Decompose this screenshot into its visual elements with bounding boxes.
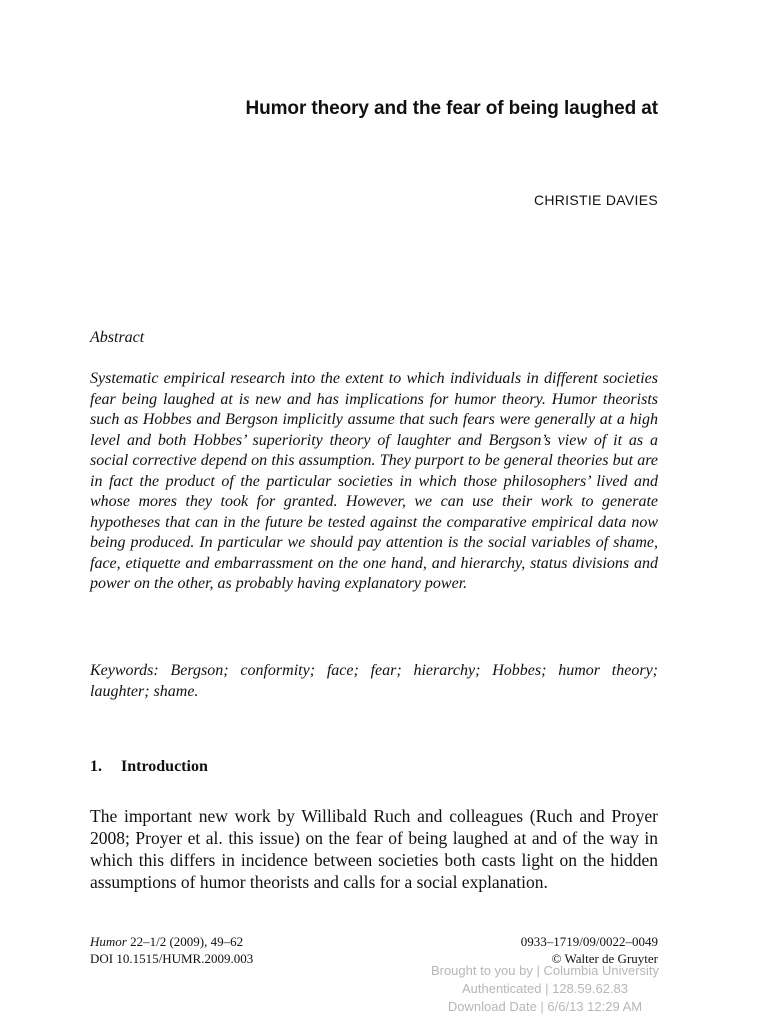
- citation-details: 22–1/2 (2009), 49–62: [126, 934, 244, 949]
- author-name: CHRISTIE DAVIES: [533, 192, 658, 208]
- issn: 0933–1719/09/0022–0049: [520, 934, 658, 949]
- section-heading: [90, 758, 208, 776]
- keywords: Keywords: Bergson; conformity; face; fear; hierarchy; Hobbes; humor theory; laughter; shame.: [90, 662, 658, 700]
- journal-name: Humor: [90, 934, 127, 949]
- watermark-line-1: Brought to you by | Columbia University: [430, 963, 660, 978]
- copyright: © Walter de Gruyter: [551, 951, 658, 966]
- footer-citation: [90, 933, 253, 967]
- paper-title: Humor theory and the fear of being laughed at: [245, 98, 658, 119]
- watermark-line-2: Authenticated | 128.59.62.83: [461, 981, 628, 996]
- abstract-heading: Abstract: [90, 329, 145, 346]
- abstract-body: Systematic empirical research into the extent to which individuals in different societies fear being laughed at is new and has implications for humor theory. Humor theorists such as Hobbes and Bergson implicitly assume that such fears were generally at a high level and both Hobbes’ superiority theory of laughter and Bergson’s view of it as a social corrective depend on this assumption. They purport to be general theories but are in fact the product of the particular societies in which those philosophers’ lived and whose mores they took for granted. However, we can use their work to generate hypotheses that can in the future be tested against the comparative empirical data now being produced. In particular we should pay attention is the social variables of shame, face, etiquette and embarrassment on the one hand, and hierarchy, status divisions and power on the other, as probably having explanatory power.: [90, 370, 658, 592]
- download-watermark: [400, 962, 690, 1016]
- watermark-line-3: Download Date | 6/6/13 12:29 AM: [447, 999, 643, 1014]
- doi: DOI 10.1515/HUMR.2009.003: [90, 951, 254, 966]
- section-number: 1.: [90, 758, 102, 775]
- citation-line: [90, 933, 253, 950]
- introduction-paragraph: The important new work by Willibald Ruch and colleagues (Ruch and Proyer 2008; Proyer et al. this issue) on the fear of being laughed at and of the way in which this differs in incidence between societies both casts light on the hidden assumptions of humor theorists and calls for a social explanation.: [90, 806, 658, 892]
- section-title: Introduction: [121, 758, 208, 775]
